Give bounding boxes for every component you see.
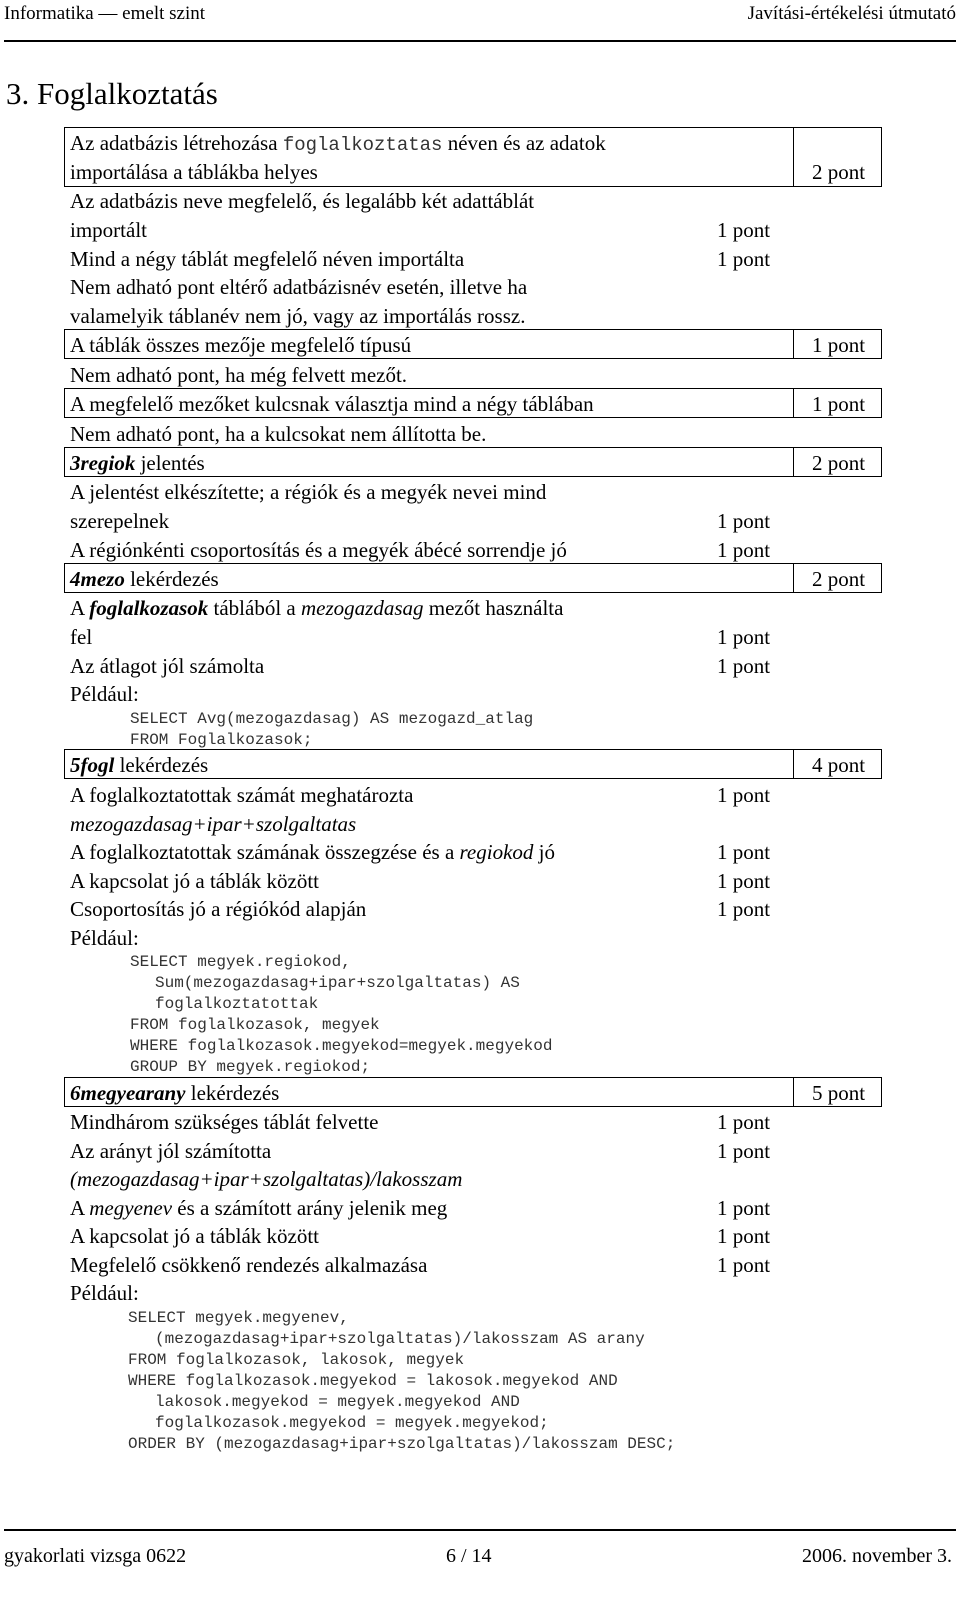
code-line: GROUP BY megyek.regiokod; — [130, 1058, 371, 1076]
criterion-text: fel — [70, 625, 93, 649]
criterion-text: A foglalkoztatottak számának összegzése és a regiokod jó — [70, 840, 555, 864]
code-line: FROM Foglalkozasok; — [130, 731, 313, 749]
points-value: 1 pont — [812, 333, 866, 357]
section-title: 3. Foglalkoztatás — [6, 76, 218, 111]
criterion-text: A megyenev és a számított arány jelenik meg — [70, 1196, 448, 1220]
points-value: 1 pont — [717, 1196, 771, 1220]
code-line: SELECT megyek.megyenev, — [128, 1309, 349, 1327]
footer-rule — [4, 1529, 956, 1531]
code-line: (mezogazdasag+ipar+szolgaltatas)/lakosszam AS arany — [155, 1330, 645, 1348]
code-line: lakosok.megyekod = megyek.megyekod AND — [155, 1393, 520, 1411]
criterion-text: A régiónkénti csoportosítás és a megyék ábécé sorrendje jó — [70, 538, 567, 562]
points-value: 1 pont — [717, 218, 771, 242]
criterion-note: Nem adható pont eltérő adatbázisnév esetén, illetve ha — [70, 275, 528, 299]
points-value: 1 pont — [717, 869, 771, 893]
footer-date: 2006. november 3. — [802, 1545, 952, 1567]
code-line: ORDER BY (mezogazdasag+ipar+szolgaltatas)/lakosszam DESC; — [128, 1435, 676, 1453]
header-right: Javítási-értékelési útmutató — [747, 3, 956, 24]
code-line: SELECT megyek.regiokod, — [130, 953, 351, 971]
points-value: 1 pont — [717, 247, 771, 271]
criterion-text: Mindhárom szükséges táblát felvette — [70, 1110, 379, 1134]
criterion-text: Az átlagot jól számolta — [70, 654, 265, 678]
criterion-text: Mind a négy táblát megfelelő néven importálta — [70, 247, 465, 271]
points-value: 1 pont — [717, 509, 771, 533]
task-heading: 6megyearany lekérdezés — [70, 1081, 280, 1105]
code-line: WHERE foglalkozasok.megyekod=megyek.megyekod — [130, 1037, 553, 1055]
example-label: Például: — [70, 926, 139, 950]
criterion-text: Az arányt jól számította — [70, 1139, 272, 1163]
criterion-text: A táblák összes mezője megfelelő típusú — [70, 333, 412, 357]
footer-left: gyakorlati vizsga 0622 — [4, 1545, 187, 1567]
points-value: 2 pont — [812, 160, 866, 184]
points-value: 1 pont — [717, 897, 771, 921]
points-value: 1 pont — [717, 1110, 771, 1134]
criterion-text: importált — [70, 218, 147, 242]
header-left: Informatika — emelt szint — [4, 3, 206, 24]
points-value: 1 pont — [812, 392, 866, 416]
criterion-text: Az adatbázis létrehozása foglalkoztatas néven és az adatok — [70, 131, 606, 156]
criterion-text: A foglalkozasok táblából a mezogazdasag mezőt használta — [70, 596, 564, 620]
points-value: 1 pont — [717, 538, 771, 562]
code-line: WHERE foglalkozasok.megyekod = lakosok.megyekod AND — [128, 1372, 618, 1390]
criterion-note: valamelyik táblanév nem jó, vagy az importálás rossz. — [70, 304, 526, 328]
criterion-text: A megfelelő mezőket kulcsnak választja mind a négy táblában — [70, 392, 594, 416]
criterion-text: Az adatbázis neve megfelelő, és legalább két adattáblát — [70, 189, 535, 213]
criterion-text: A foglalkoztatottak számát meghatározta — [70, 783, 414, 807]
task-heading: 5fogl lekérdezés — [70, 753, 209, 777]
code-line: foglalkozasok.megyekod = megyek.megyekod; — [155, 1414, 549, 1432]
points-value: 1 pont — [717, 625, 771, 649]
criterion-text: Csoportosítás jó a régiókód alapján — [70, 897, 367, 921]
points-value: 1 pont — [717, 840, 771, 864]
points-value: 1 pont — [717, 1139, 771, 1163]
criterion-note: Nem adható pont, ha még felvett mezőt. — [70, 363, 408, 387]
points-value: 5 pont — [812, 1081, 866, 1105]
points-value: 1 pont — [717, 1253, 771, 1277]
task-heading: 3regiok jelentés — [70, 451, 205, 475]
formula-text: (mezogazdasag+ipar+szolgaltatas)/lakosszam — [70, 1167, 463, 1191]
points-value: 1 pont — [717, 1224, 771, 1248]
page-number: 6 / 14 — [446, 1545, 492, 1567]
task-heading: 4mezo lekérdezés — [70, 567, 219, 591]
criterion-note: Nem adható pont, ha a kulcsokat nem állította be. — [70, 422, 487, 446]
code-line: FROM foglalkozasok, lakosok, megyek — [128, 1351, 465, 1369]
example-label: Például: — [70, 1281, 139, 1305]
points-value: 4 pont — [812, 753, 866, 777]
code-line: FROM foglalkozasok, megyek — [130, 1016, 380, 1034]
example-label: Például: — [70, 682, 139, 706]
code-line: SELECT Avg(mezogazdasag) AS mezogazd_atlag — [130, 710, 534, 728]
points-value: 1 pont — [717, 654, 771, 678]
points-value: 2 pont — [812, 451, 866, 475]
points-value: 1 pont — [717, 783, 771, 807]
criterion-text: A jelentést elkészítette; a régiók és a megyék nevei mind — [70, 480, 547, 504]
header-rule — [4, 40, 956, 42]
code-line: Sum(mezogazdasag+ipar+szolgaltatas) AS — [155, 974, 520, 992]
criterion-text: szerepelnek — [70, 509, 170, 533]
criterion-text: Megfelelő csökkenő rendezés alkalmazása — [70, 1253, 428, 1277]
code-line: foglalkoztatottak — [155, 995, 319, 1013]
criterion-text: A kapcsolat jó a táblák között — [70, 869, 320, 893]
points-value: 2 pont — [812, 567, 866, 591]
formula-text: mezogazdasag+ipar+szolgaltatas — [70, 812, 357, 836]
criterion-text: A kapcsolat jó a táblák között — [70, 1224, 320, 1248]
criterion-text: importálása a táblákba helyes — [70, 160, 318, 184]
